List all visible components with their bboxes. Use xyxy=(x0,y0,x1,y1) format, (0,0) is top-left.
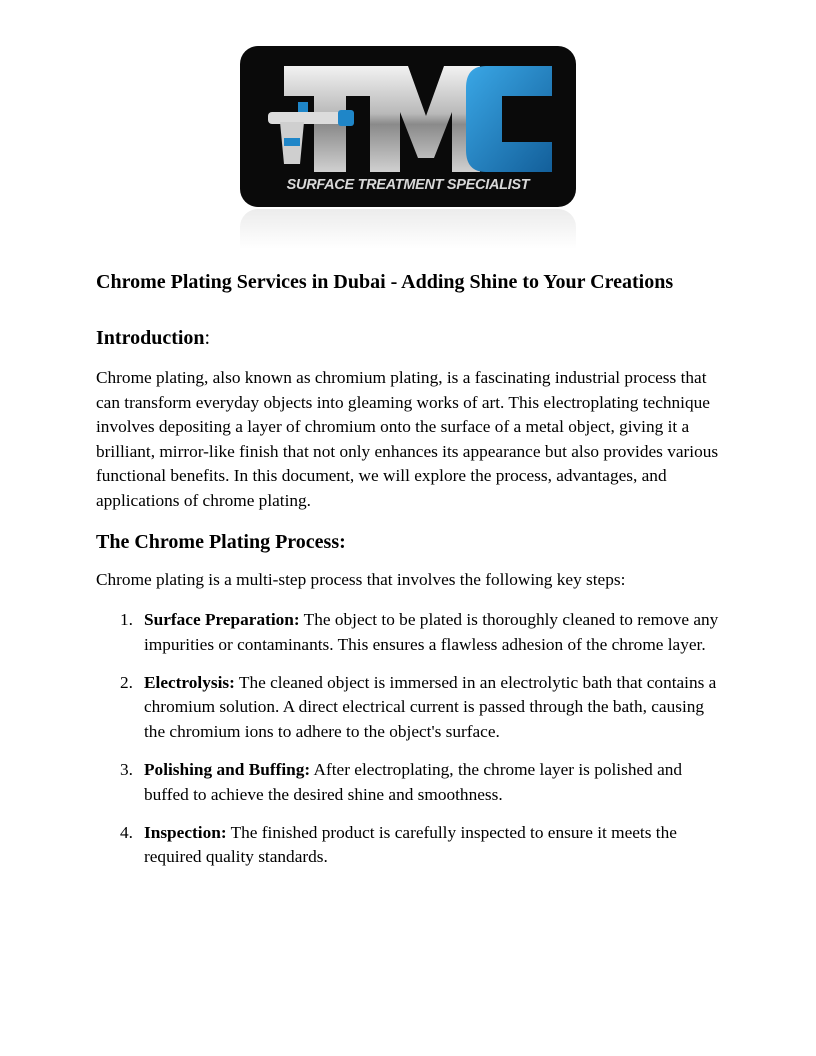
step-term: Polishing and Buffing: xyxy=(144,759,311,779)
step-term: Electrolysis: xyxy=(144,672,235,692)
list-item xyxy=(96,758,726,807)
process-heading-text: The Chrome Plating Process: xyxy=(96,531,346,553)
step-term: Surface Preparation: xyxy=(144,610,300,629)
process-steps-list xyxy=(96,608,726,883)
logo-tagline: SURFACE TREATMENT SPECIALIST xyxy=(286,177,530,193)
document-title: Chrome Plating Services in Dubai - Adding Shine to Your Creations xyxy=(96,271,674,293)
step-number: 3. xyxy=(120,759,133,779)
step-number: 2. xyxy=(120,672,133,692)
list-item xyxy=(96,821,726,870)
list-item xyxy=(96,671,726,745)
step-term: Inspection: xyxy=(144,822,227,842)
step-number: 4. xyxy=(120,822,133,842)
intro-heading xyxy=(96,324,736,352)
logo-badge xyxy=(240,46,576,207)
company-logo xyxy=(240,46,576,249)
step-text: The cleaned object is immersed in an electrolytic bath that contains a chromium solution. A direct electrical current is passed through the bath, causing the chromium ions to adhere to the object's surface. xyxy=(144,672,717,741)
logo-reflection xyxy=(240,209,576,249)
intro-heading-text: Introduction xyxy=(96,327,205,349)
process-heading xyxy=(96,528,736,556)
step-text: After electroplating, the chrome layer is polished and buffed to achieve the desired shine and smoothness. xyxy=(144,759,683,804)
step-text: The object to be plated is thoroughly cleaned to remove any impurities or contaminants. This ensures a flawless adhesion of the chrome layer. xyxy=(144,610,719,654)
process-lead: Chrome plating is a multi-step process that involves the following key steps: xyxy=(96,570,626,589)
intro-heading-colon: : xyxy=(204,327,211,349)
intro-paragraph: Chrome plating, also known as chromium plating, is a fascinating industrial process that can transform everyday objects into gleaming works of art. This electroplating technique involves depositing a layer of chromium onto the surface of a metal object, giving it a brilliant, mirror-like finish that not only enhances its appearance but also provides various functional benefits. In this document, we will explore the process, advantages, and applications of chrome plating. xyxy=(96,368,719,510)
step-number: 1. xyxy=(120,610,133,629)
step-text: The finished product is carefully inspected to ensure it meets the required quality standards. xyxy=(144,822,677,867)
list-item xyxy=(96,608,726,657)
